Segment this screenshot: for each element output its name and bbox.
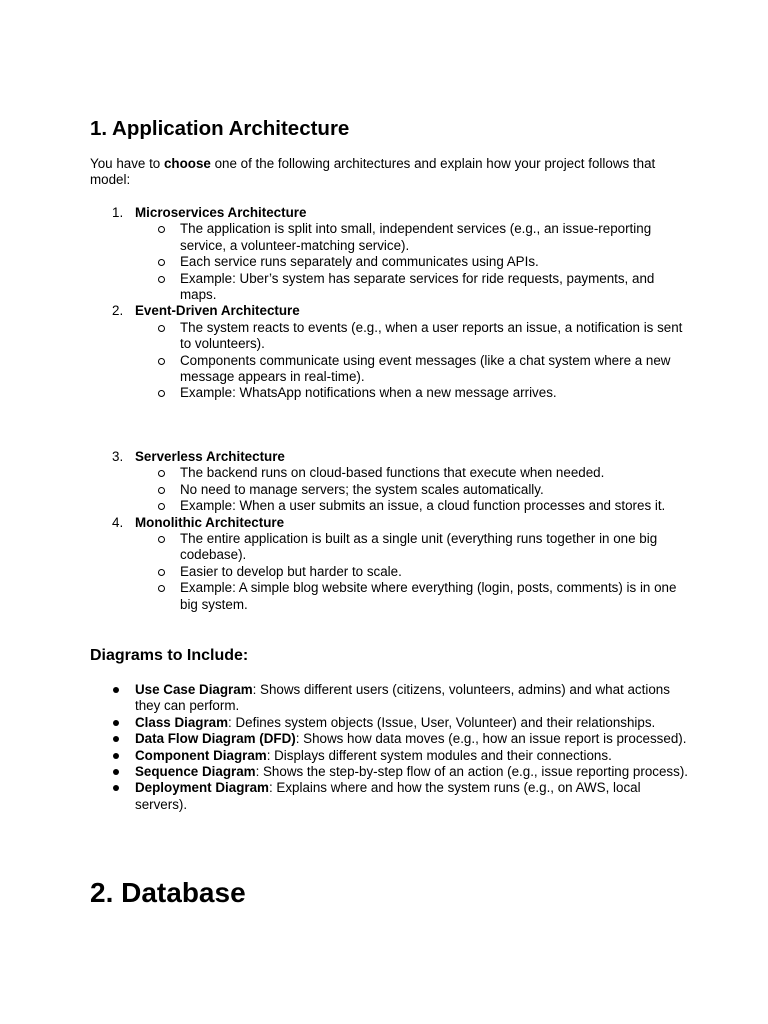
diagram-term: Component Diagram [135,747,267,763]
point-text: No need to manage servers; the system scales automatically. [180,481,544,497]
bullet-icon [113,687,119,693]
architecture-number: 4. [112,514,124,530]
bullet-icon [113,785,119,791]
architecture-point [135,564,690,580]
architecture-point [135,580,690,613]
architecture-item-serverless [90,449,690,515]
intro-text-before: You have to [90,156,164,171]
point-text: Example: Uber’s system has separate services for ride requests, payments, and maps. [180,270,655,303]
point-text: Each service runs separately and communicates using APIs. [180,254,539,270]
point-text: The system reacts to events (e.g., when a user reports an issue, a notification is sent to volunteers). [180,319,683,352]
hollow-bullet-icon [158,259,165,266]
architecture-point [135,320,690,353]
hollow-bullet-icon [158,585,165,592]
hollow-bullet-icon [158,536,165,543]
architecture-title: Event-Driven Architecture [135,303,300,319]
diagram-desc: : Shows the step-by-step flow of an action (e.g., issue reporting process). [255,764,688,780]
bullet-icon [113,769,119,775]
diagram-item-use-case [90,682,690,715]
architecture-point [135,353,690,386]
diagram-term: Use Case Diagram [135,682,253,697]
diagram-term: Sequence Diagram [135,764,256,780]
intro-paragraph [90,156,690,189]
architecture-point [135,498,690,514]
bullet-icon [113,753,119,759]
intro-emphasis: choose [163,156,211,171]
hollow-bullet-icon [158,226,165,233]
architecture-list-part-2 [90,449,690,613]
architecture-item-event-driven [90,303,690,401]
architecture-points [135,320,690,402]
point-text: Easier to develop but harder to scale. [180,563,402,579]
point-text: Example: When a user submits an issue, a cloud function processes and stores it. [180,498,666,514]
point-text: Example: A simple blog website where everything (login, posts, comments) is in one big system. [180,580,677,612]
architecture-number: 1. [112,205,124,220]
architecture-point [135,465,690,481]
diagrams-list [90,682,690,813]
diagram-desc: : Shows how data moves (e.g., how an issue report is processed). [295,731,687,747]
hollow-bullet-icon [158,276,165,283]
architecture-title: Microservices Architecture [135,205,307,220]
intro-text-after: one of the following architectures and explain how your project follows that model: [90,156,656,188]
diagram-term: Data Flow Diagram (DFD) [135,731,296,747]
architecture-title: Monolithic Architecture [135,514,285,530]
point-text: The backend runs on cloud-based functions that execute when needed. [180,465,605,481]
architecture-point [135,254,690,270]
diagram-desc: : Shows different users (citizens, volunteers, admins) and what actions they can perform. [135,682,670,714]
architecture-number: 3. [112,449,124,464]
point-text: Example: WhatsApp notifications when a new message arrives. [180,385,557,401]
architecture-point [135,482,690,498]
diagram-item-deployment [90,780,690,813]
diagram-item-class [90,715,690,731]
hollow-bullet-icon [158,487,165,494]
architecture-number: 2. [112,303,124,319]
point-text: The application is split into small, independent services (e.g., an issue-reporting service, a volunteer-matching service). [180,221,652,253]
point-text: Components communicate using event messages (like a chat system where a new message appears in real-time). [180,352,671,385]
diagram-item-component [90,748,690,764]
architecture-points [135,531,690,613]
architecture-points [135,221,690,303]
diagram-item-dfd [90,731,690,747]
architecture-item-microservices [90,205,690,303]
point-text: The entire application is built as a single unit (everything runs together in one big codebase). [180,531,658,563]
diagram-term: Deployment Diagram [135,780,269,796]
diagram-desc: : Explains where and how the system runs (e.g., on AWS, local servers). [135,780,641,812]
architecture-point [135,531,690,564]
diagram-desc: : Defines system objects (Issue, User, Volunteer) and their relationships. [228,714,656,730]
diagram-term: Class Diagram [135,714,229,730]
diagrams-heading: Diagrams to Include: [90,647,249,664]
architecture-points [135,465,690,514]
diagram-item-sequence [90,764,690,780]
architecture-list-part-1 [90,205,690,402]
hollow-bullet-icon [158,390,165,397]
architecture-point [135,221,690,254]
hollow-bullet-icon [158,358,165,365]
architecture-point [135,385,690,401]
architecture-item-monolithic [90,515,690,613]
section-heading-application-architecture: 1. Application Architecture [90,117,350,140]
hollow-bullet-icon [158,569,165,576]
architecture-point [135,271,690,304]
architecture-title: Serverless Architecture [135,449,285,464]
bullet-icon [113,736,119,742]
diagram-desc: : Displays different system modules and their connections. [266,747,612,763]
hollow-bullet-icon [158,470,165,477]
hollow-bullet-icon [158,325,165,332]
bullet-icon [113,720,119,726]
section-heading-database: 2. Database [90,877,246,908]
hollow-bullet-icon [158,503,165,510]
